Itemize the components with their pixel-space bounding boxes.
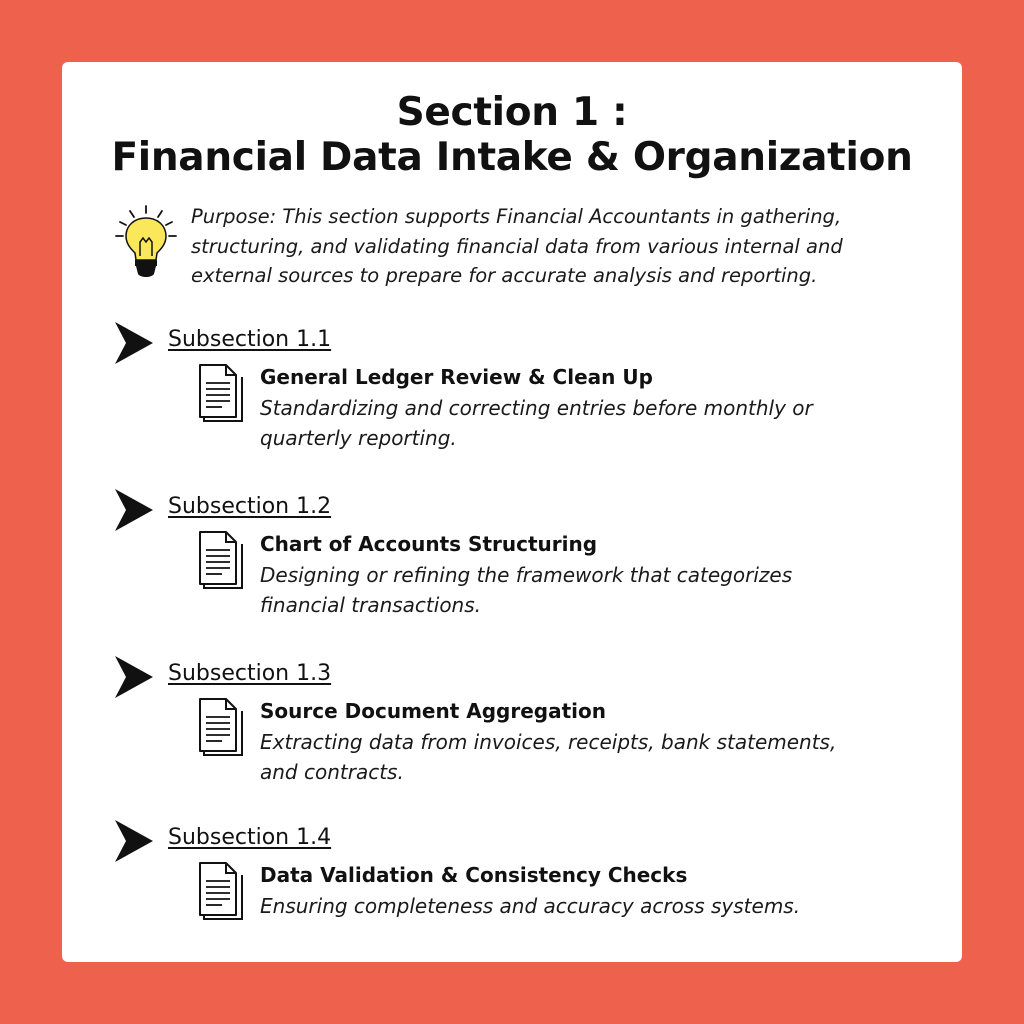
item-description-line-2: quarterly reporting. bbox=[260, 426, 457, 450]
item-description bbox=[260, 560, 910, 620]
content-card bbox=[62, 62, 962, 962]
item-title: Data Validation & Consistency Checks bbox=[260, 863, 688, 887]
purpose-line-3: external sources to prepare for accurate analysis and reporting. bbox=[191, 264, 818, 287]
subsection-title[interactable]: Subsection 1.4 bbox=[168, 825, 332, 850]
purpose-line-1: Purpose: This section supports Financial Accountants in gathering, bbox=[191, 205, 842, 228]
arrow-right-icon bbox=[114, 655, 154, 699]
item-title: Source Document Aggregation bbox=[260, 699, 606, 723]
purpose-text bbox=[191, 202, 911, 291]
page-title bbox=[62, 90, 962, 180]
arrow-right-icon bbox=[114, 488, 154, 532]
arrow-right-icon bbox=[114, 819, 154, 863]
item-description-line-1: Extracting data from invoices, receipts, bank statements, bbox=[260, 730, 837, 754]
item-description bbox=[260, 393, 910, 453]
document-icon bbox=[198, 530, 244, 590]
item-description bbox=[260, 727, 910, 787]
purpose-line-2: structuring, and validating financial data from various internal and bbox=[191, 234, 843, 258]
item-description-line-2: financial transactions. bbox=[260, 593, 482, 617]
item-description-line-1: Ensuring completeness and accuracy across systems. bbox=[260, 894, 801, 918]
subsection-title[interactable]: Subsection 1.2 bbox=[168, 494, 332, 519]
item-description bbox=[260, 891, 910, 921]
subsection-title[interactable]: Subsection 1.1 bbox=[168, 327, 332, 352]
item-title: Chart of Accounts Structuring bbox=[260, 532, 598, 556]
item-title: General Ledger Review & Clean Up bbox=[260, 365, 653, 389]
document-icon bbox=[198, 861, 244, 921]
item-description-line-1: Designing or refining the framework that categorizes bbox=[260, 563, 793, 587]
item-description-line-2: and contracts. bbox=[260, 760, 404, 784]
subsection-title[interactable]: Subsection 1.3 bbox=[168, 661, 332, 686]
item-description-line-1: Standardizing and correcting entries before monthly or bbox=[260, 396, 813, 420]
lightbulb-icon bbox=[112, 204, 182, 282]
arrow-right-icon bbox=[114, 321, 154, 365]
document-icon bbox=[198, 697, 244, 757]
title-line-1: Section 1 : bbox=[396, 90, 628, 135]
document-icon bbox=[198, 363, 244, 423]
title-line-2: Financial Data Intake & Organization bbox=[111, 135, 913, 180]
